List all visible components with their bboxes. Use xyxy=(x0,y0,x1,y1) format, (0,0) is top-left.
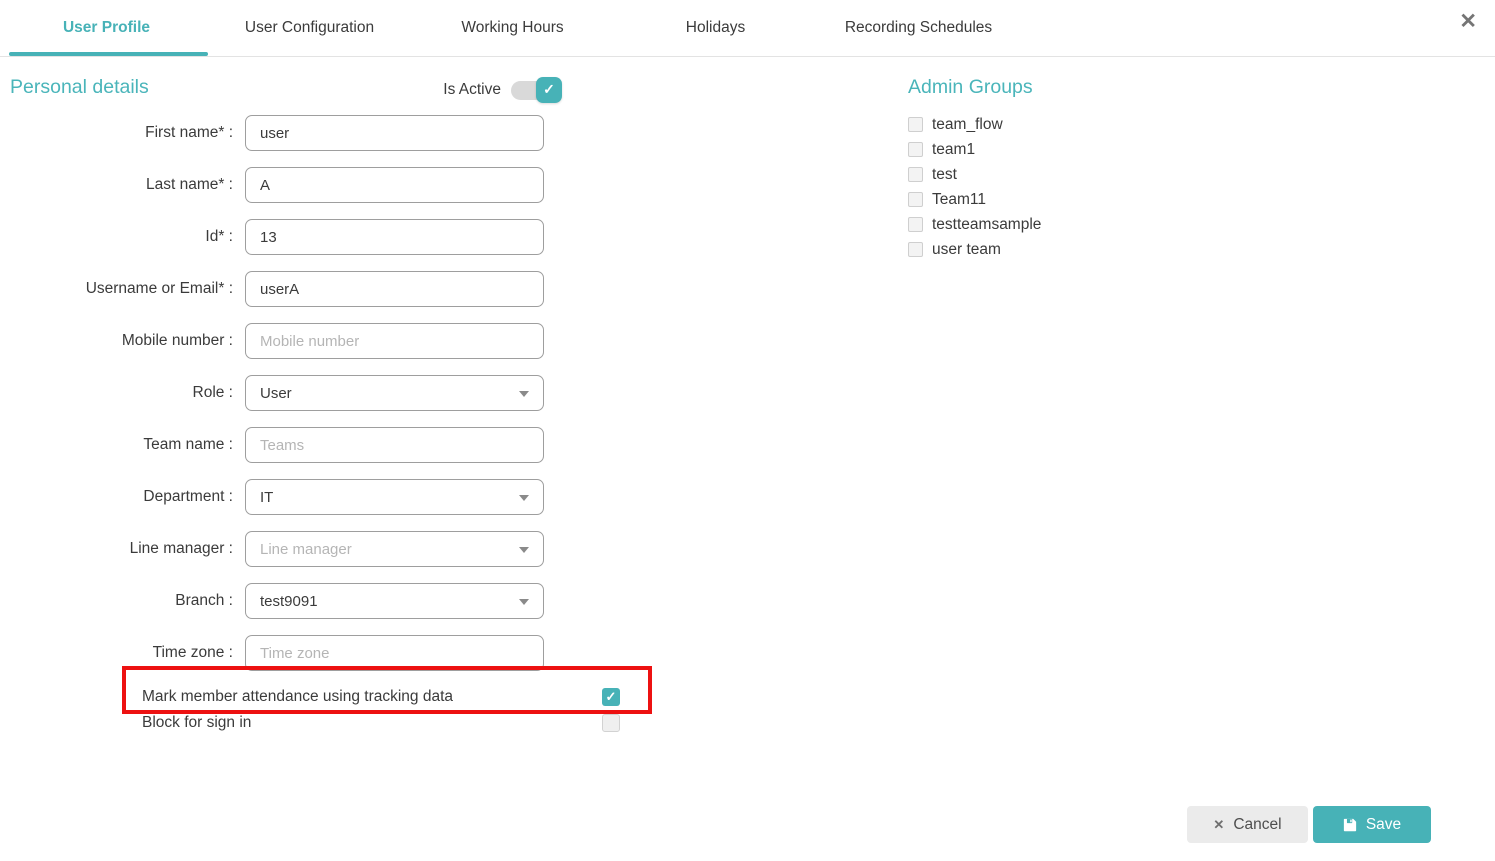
id-label: Id* : xyxy=(205,228,233,245)
is-active-toggle[interactable] xyxy=(511,81,558,100)
field-row xyxy=(0,635,544,671)
department-select[interactable] xyxy=(245,479,544,515)
username-email-label: Username or Email* : xyxy=(85,280,233,297)
close-icon[interactable]: ✕ xyxy=(1459,10,1477,33)
field-row xyxy=(0,115,544,151)
chevron-down-icon xyxy=(519,391,529,397)
block-sign-in-checkbox[interactable] xyxy=(602,714,620,732)
admin-group-item xyxy=(908,112,1041,137)
is-active-row xyxy=(280,74,562,106)
admin-group-label: test xyxy=(932,165,957,183)
admin-group-item xyxy=(908,237,1041,262)
branch-select[interactable] xyxy=(245,583,544,619)
admin-group-checkbox[interactable] xyxy=(908,167,923,182)
first-name-label: First name* : xyxy=(145,124,233,141)
tab-user-profile[interactable]: User Profile xyxy=(5,0,208,56)
admin-group-item xyxy=(908,187,1041,212)
admin-groups-list xyxy=(908,112,1041,262)
cancel-button-label: Cancel xyxy=(1233,815,1282,833)
admin-group-item xyxy=(908,212,1041,237)
field-row xyxy=(0,219,544,255)
cancel-x-icon: ✕ xyxy=(1213,816,1225,832)
tab-holidays[interactable]: Holidays xyxy=(685,19,746,36)
save-icon xyxy=(1343,818,1357,832)
username-email-input[interactable] xyxy=(245,271,544,307)
field-row xyxy=(0,427,544,463)
is-active-label: Is Active xyxy=(443,81,501,98)
team-name-label: Team name : xyxy=(143,436,233,453)
field-row xyxy=(0,531,544,567)
save-button[interactable] xyxy=(1313,806,1431,843)
mobile-number-input[interactable] xyxy=(245,323,544,359)
tab-working-hours[interactable]: Working Hours xyxy=(461,19,564,36)
block-sign-in-row xyxy=(142,710,620,736)
admin-group-label: team_flow xyxy=(932,115,1003,133)
admin-group-checkbox[interactable] xyxy=(908,192,923,207)
cancel-button[interactable] xyxy=(1187,806,1308,843)
field-row xyxy=(0,479,544,515)
line-manager-select-placeholder: Line manager xyxy=(260,540,352,558)
chevron-down-icon xyxy=(519,599,529,605)
admin-groups-heading: Admin Groups xyxy=(908,76,1033,98)
attendance-label: Mark member attendance using tracking data xyxy=(142,688,454,705)
chevron-down-icon xyxy=(519,495,529,501)
admin-group-checkbox[interactable] xyxy=(908,142,923,157)
tab-recording-schedules[interactable]: Recording Schedules xyxy=(844,19,993,36)
admin-group-label: Team11 xyxy=(932,190,986,208)
line-manager-label: Line manager : xyxy=(129,540,233,557)
attendance-checkbox[interactable]: ✓ xyxy=(602,688,620,706)
time-zone-label: Time zone : xyxy=(152,644,233,661)
role-select-value: User xyxy=(260,384,292,402)
admin-group-checkbox[interactable] xyxy=(908,217,923,232)
personal-details-form xyxy=(0,115,544,687)
admin-group-item xyxy=(908,162,1041,187)
first-name-input[interactable] xyxy=(245,115,544,151)
time-zone-input[interactable] xyxy=(245,635,544,671)
role-select[interactable] xyxy=(245,375,544,411)
department-label: Department : xyxy=(143,488,233,505)
attendance-row xyxy=(142,684,620,710)
admin-group-item xyxy=(908,137,1041,162)
last-name-input[interactable] xyxy=(245,167,544,203)
id-input[interactable] xyxy=(245,219,544,255)
admin-group-label: testteamsample xyxy=(932,215,1042,233)
field-row xyxy=(0,167,544,203)
field-row xyxy=(0,375,544,411)
block-sign-in-label: Block for sign in xyxy=(142,714,252,731)
branch-select-value: test9091 xyxy=(260,592,318,610)
department-select-value: IT xyxy=(260,488,274,506)
line-manager-select[interactable] xyxy=(245,531,544,567)
field-row xyxy=(0,271,544,307)
role-label: Role : xyxy=(192,384,233,401)
save-button-label: Save xyxy=(1365,815,1402,833)
admin-group-checkbox[interactable] xyxy=(908,242,923,257)
tab-bar xyxy=(0,0,1495,57)
admin-group-checkbox[interactable] xyxy=(908,117,923,132)
field-row xyxy=(0,323,544,359)
toggle-check-icon: ✓ xyxy=(536,77,562,103)
mobile-number-label: Mobile number : xyxy=(121,332,233,349)
field-row xyxy=(0,583,544,619)
admin-group-label: team1 xyxy=(932,140,976,158)
tab-user-configuration[interactable]: User Configuration xyxy=(244,19,375,36)
last-name-label: Last name* : xyxy=(145,176,233,193)
extra-options xyxy=(142,684,620,736)
chevron-down-icon xyxy=(519,547,529,553)
team-name-input[interactable] xyxy=(245,427,544,463)
personal-details-heading: Personal details xyxy=(10,76,149,98)
branch-label: Branch : xyxy=(175,592,233,609)
admin-group-label: user team xyxy=(932,240,1001,258)
